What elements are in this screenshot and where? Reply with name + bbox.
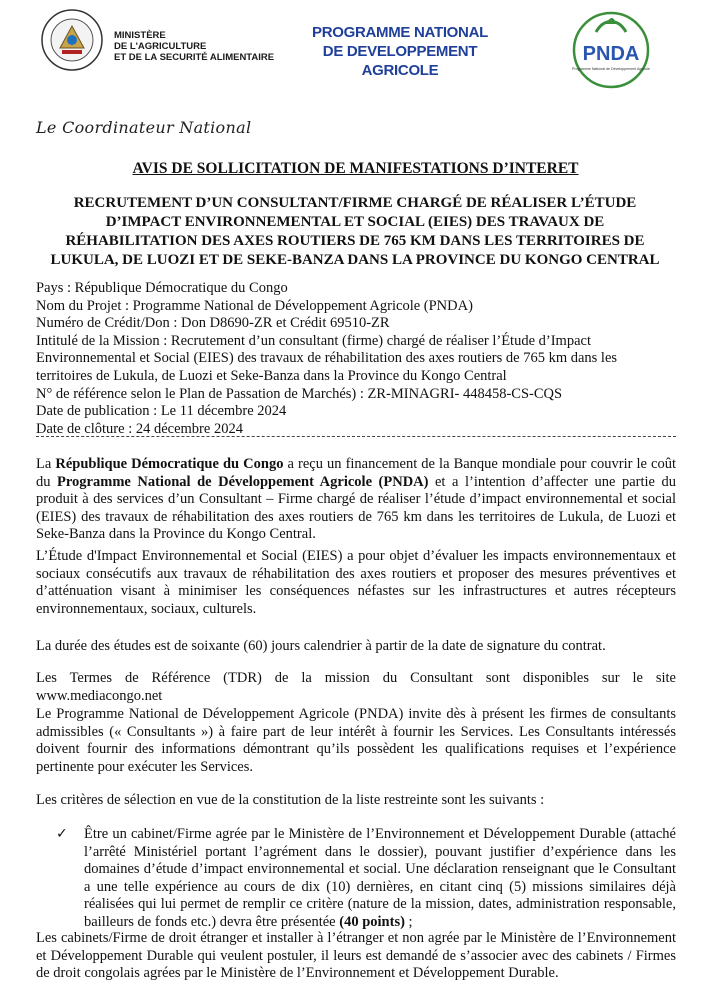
project-info [36, 280, 676, 438]
criteria-points: (40 points) [339, 913, 405, 930]
subtitle-line-4: LUKULA, DE LUOZI ET DE SEKE-BANZA DANS LA PROVINCE DU KONGO CENTRAL [50, 252, 660, 268]
notice-subtitle [40, 194, 670, 270]
paragraph-foreign-firms: Les cabinets/Firme de droit étranger et installer à l’étranger et non agrée par le Ministère de l’Environnement et Développement Durable qui veulent postuler, il leurs est demandé de s’associer avec des cabinets / Firmes de droit congolais agrées par le Ministère de l’Environnement et Développement Durable. [36, 930, 676, 982]
paragraph-criteria-intro: Les critères de sélection en vue de la constitution de la liste restreinte sont les suivants : [36, 792, 545, 808]
info-country: Pays : République Démocratique du Congo [36, 280, 288, 296]
signature-title: Le Coordinateur National [36, 118, 252, 137]
criteria-item-1 [84, 826, 676, 932]
info-mission-3: territoires de Lukula, de Luozi et Seke-Banza dans la Province du Kongo Central [36, 367, 507, 384]
pnda-logo [556, 10, 666, 90]
info-credit: Numéro de Crédit/Don : Don D8690-ZR et Crédit 69510-ZR [36, 315, 390, 332]
programme-title [300, 23, 500, 80]
svg-text:PNDA: PNDA [582, 43, 640, 65]
programme-line-3: AGRICOLE [361, 62, 439, 79]
criteria-text: Être un cabinet/Firme agrée par le Ministère de l’Environnement et Développement Durable (attaché l’arrêté Ministériel portant l’agrément dans le dossier), pouvant justifier d’expérience dans les domaines d’étude d’impact environnemental et social. Une déclaration renseignant que le Consultant a une telle expérience au cours de dix (10) dernières, en citant cinq (5) missions similaires déjà réalisées qui lui permet de remplir ce critère (nature de la mission, dates, administration responsable, bailleurs de fonds etc.) devra être présentée [84, 826, 676, 930]
p1-programme-bold: Programme National de Développement Agricole (PNDA) [57, 473, 429, 490]
notice-title: AVIS DE SOLLICITATION DE MANIFESTATIONS D’INTERET [132, 160, 579, 177]
paragraph-objective: L’Étude d'Impact Environnemental et Social (EIES) a pour objet d’évaluer les impacts environnementaux et sociaux consécutifs aux travaux de réhabilitation des axes routiers et proposer des mesures préventives et d’atténuation visant à minimiser les conséquences néfastes sur les infrastructures et autres récepteurs environnementaux, sociaux, culturels. [36, 548, 676, 617]
info-project: Nom du Projet : Programme National de Développement Agricole (PNDA) [36, 297, 473, 314]
ministry-line-3: ET DE LA SECURITÉ ALIMENTAIRE [114, 52, 275, 63]
p1-text-c: a reçu un financement de la Banque mondiale pour couvrir le coût du [36, 456, 676, 490]
p1-text-a: La [36, 456, 56, 472]
subtitle-line-1: RECRUTEMENT D’UN CONSULTANT/FIRME CHARGÉ DE RÉALISER L’ÉTUDE [73, 195, 637, 211]
programme-line-1: PROGRAMME NATIONAL [312, 24, 488, 41]
info-reference: N° de référence selon le Plan de Passation de Marchés) : ZR-MINAGRI- 448458-CS-CQS [36, 385, 563, 402]
paragraph-invitation: Le Programme National de Développement Agricole (PNDA) invite dès à présent les firmes de consultants admissibles (« Consultants ») à faire part de leur intérêt à fournir les Services. Les Consultants intéressés doivent fournir des informations démontrant qu’ils possèdent les qualifications requises et l’expérience pertinente pour exécuter les Services. [36, 706, 676, 775]
ministry-seal-logo [40, 8, 104, 72]
dashed-divider [36, 436, 676, 437]
p1-country-bold: République Démocratique du Congo [55, 456, 284, 472]
criteria-end: ; [404, 913, 413, 930]
info-mission-2: Environnemental et Social (EIES) des travaux de réhabilitation des axes routiers de 765 km dans les [36, 350, 618, 367]
paragraph-financing [36, 456, 676, 544]
info-publication-date: Date de publication : Le 11 décembre 2024 [36, 403, 287, 420]
ministry-line-1: MINISTÈRE [114, 30, 166, 41]
p1-text-e: et a l’intention d’affecter une partie du produit à des services d’un Consultant – Firme chargé de réaliser l’étude d’impact environnemental et social (EIES) des travaux de réhabilitation des axes routiers de 765 km dans les territoires de Lukula, de Luozi et Seke-Banza dans la Province du Kongo Central. [36, 473, 676, 543]
ministry-line-2: DE L'AGRICULTURE [114, 41, 207, 52]
paragraph-tdr: Les Termes de Référence (TDR) de la mission du Consultant sont disponibles sur le site www.mediacongo.net [36, 670, 676, 704]
info-mission-1: Intitulé de la Mission : Recrutement d’un consultant (firme) chargé de réaliser l’Étude d’Impact [36, 332, 591, 349]
subtitle-line-3: RÉHABILITATION DES AXES ROUTIERS DE 765 KM DANS LES TERRITOIRES DE [65, 233, 645, 249]
programme-line-2: DE DEVELOPPEMENT [322, 43, 478, 60]
svg-text:Programme National de Développ: Programme National de Développement Agricole [572, 67, 650, 71]
ministry-name [114, 30, 274, 63]
paragraph-duration: La durée des études est de soixante (60) jours calendrier à partir de la date de signature du contrat. [36, 638, 606, 654]
subtitle-line-2: D’IMPACT ENVIRONNEMENTAL ET SOCIAL (EIES) DES TRAVAUX DE [105, 214, 605, 230]
info-closing-date: Date de clôture : 24 décembre 2024 [36, 420, 243, 437]
checkmark-icon: ✓ [56, 826, 68, 842]
